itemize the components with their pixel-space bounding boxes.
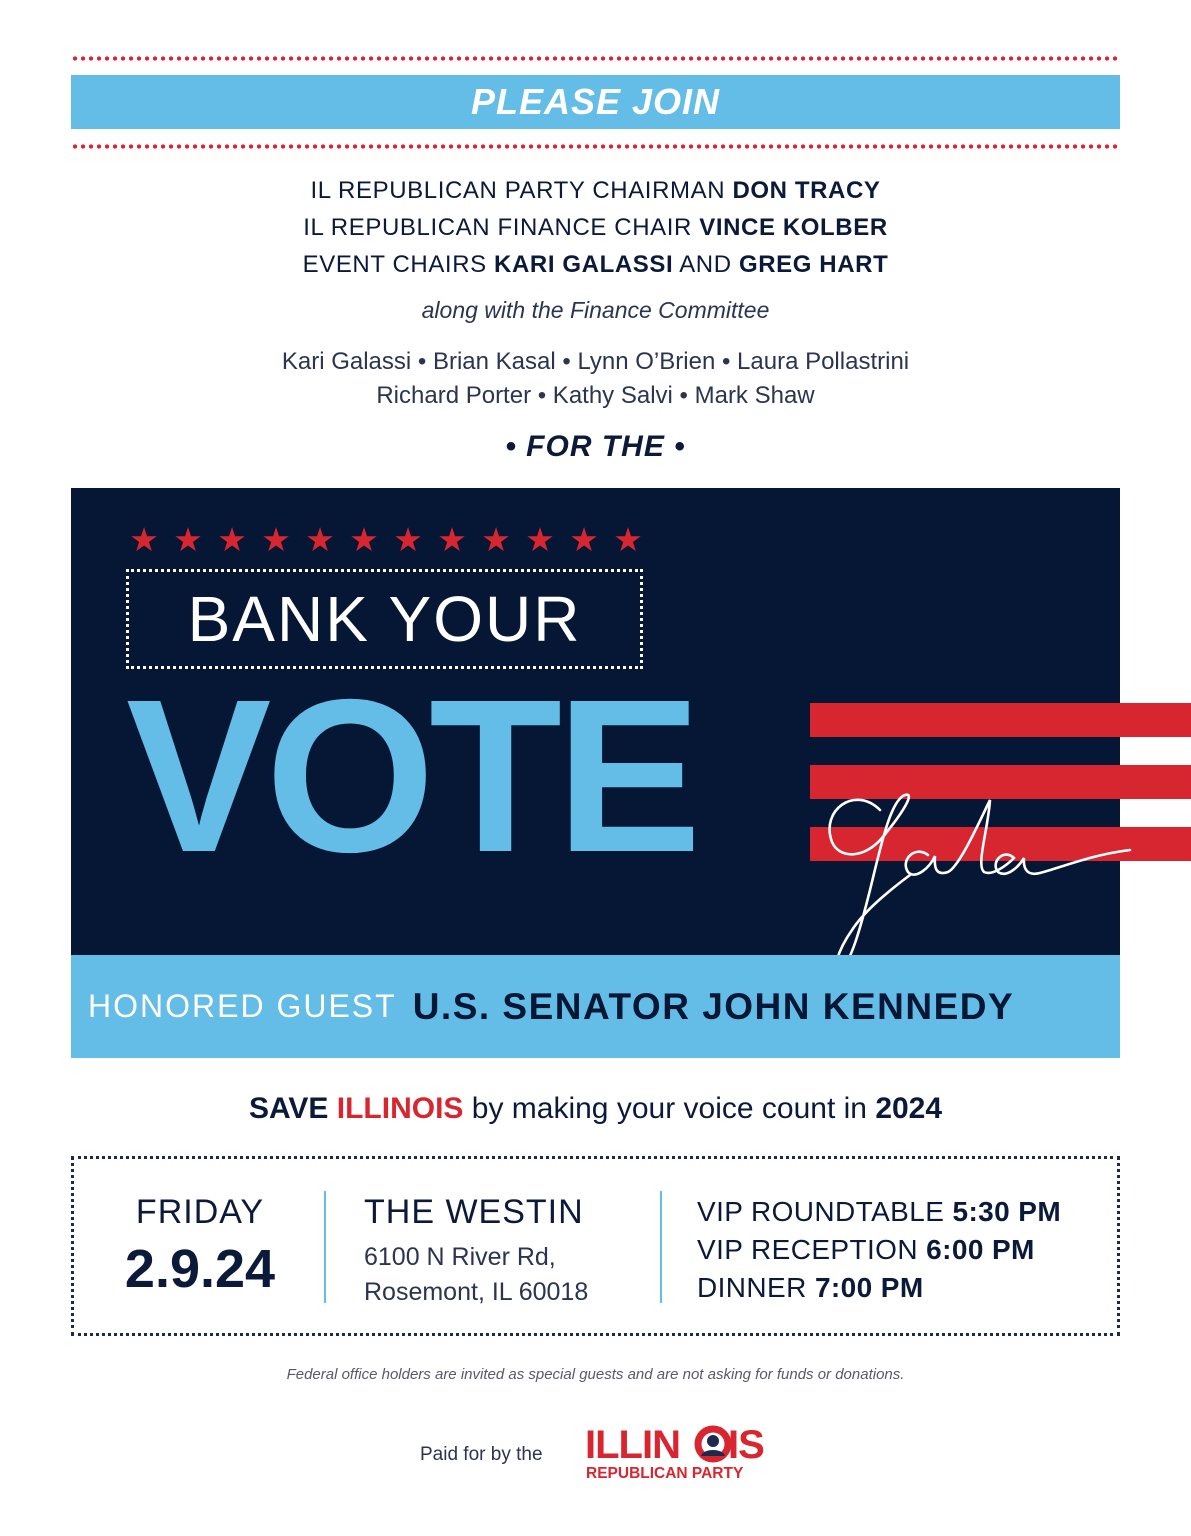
paid-for-text: Paid for by the xyxy=(420,1444,543,1465)
schedule-row xyxy=(697,1231,1061,1269)
tagline-save: SAVE xyxy=(248,1092,329,1125)
star-icon: ★ xyxy=(261,521,291,558)
top-dotted-rule xyxy=(71,56,1120,61)
host-name: KARI GALASSI xyxy=(494,251,674,278)
star-icon: ★ xyxy=(217,521,247,558)
date-column xyxy=(74,1159,326,1333)
host-title: IL REPUBLICAN FINANCE CHAIR xyxy=(303,214,692,241)
tagline-illinois: ILLINOIS xyxy=(336,1092,464,1125)
star-icon: ★ xyxy=(481,521,511,558)
host-name: VINCE KOLBER xyxy=(699,214,888,241)
gala-script-text xyxy=(810,780,1140,980)
logo-word-start: ILLIN xyxy=(585,1423,680,1467)
star-icon: ★ xyxy=(525,521,555,558)
please-join-banner xyxy=(71,75,1120,129)
please-join-text: PLEASE JOIN xyxy=(470,81,721,122)
host-conjunction: AND xyxy=(679,251,732,278)
star-icon: ★ xyxy=(173,521,203,558)
column-divider xyxy=(324,1191,326,1303)
disclaimer-text: Federal office holders are invited as special guests and are not asking for funds or donations. xyxy=(286,1366,905,1383)
star-icon: ★ xyxy=(393,521,423,558)
star-icon: ★ xyxy=(613,521,643,558)
host-name: GREG HART xyxy=(738,251,889,278)
host-title: EVENT CHAIRS xyxy=(302,251,487,278)
star-icon: ★ xyxy=(437,521,467,558)
bottom-dotted-rule xyxy=(71,144,1120,149)
tagline-middle: by making your voice count in xyxy=(471,1092,867,1125)
event-date: 2.9.24 xyxy=(124,1239,276,1299)
committee-line: Kari Galassi • Brian Kasal • Lynn O’Brien • Laura Pollastrini xyxy=(281,348,910,375)
along-with-text: along with the Finance Committee xyxy=(421,297,770,323)
hosts-block xyxy=(0,172,1191,283)
star-icon: ★ xyxy=(349,521,379,558)
schedule-label: VIP RECEPTION xyxy=(697,1234,918,1265)
star-icon: ★ xyxy=(569,521,599,558)
schedule-column xyxy=(697,1159,1061,1333)
bank-your-box xyxy=(126,569,643,669)
logo-word-end: IS xyxy=(728,1423,764,1467)
schedule-time: 6:00 PM xyxy=(926,1234,1035,1265)
host-title: IL REPUBLICAN PARTY CHAIRMAN xyxy=(310,177,726,204)
schedule-time: 5:30 PM xyxy=(952,1196,1062,1227)
address-line: 6100 N River Rd, xyxy=(364,1243,556,1271)
schedule-label: DINNER xyxy=(697,1272,807,1303)
host-name: DON TRACY xyxy=(732,177,881,204)
host-line xyxy=(0,209,1191,246)
bank-your-text: BANK YOUR xyxy=(187,583,582,655)
honored-guest-banner xyxy=(71,955,1120,1058)
schedule-row xyxy=(697,1269,1061,1307)
honored-guest-name: U.S. SENATOR JOHN KENNEDY xyxy=(412,985,1015,1027)
star-row xyxy=(126,522,646,558)
for-the-text: • FOR THE • xyxy=(505,430,686,463)
logo-subtitle: REPUBLICAN PARTY xyxy=(586,1465,744,1482)
schedule-time: 7:00 PM xyxy=(814,1272,924,1303)
column-divider xyxy=(660,1191,662,1303)
vote-text: VOTE xyxy=(126,655,696,898)
star-icon: ★ xyxy=(305,521,335,558)
venue-column xyxy=(364,1159,588,1333)
committee-line: Richard Porter • Kathy Salvi • Mark Shaw xyxy=(376,382,815,409)
host-line xyxy=(0,246,1191,283)
schedule-label: VIP ROUNDTABLE xyxy=(697,1196,945,1227)
schedule-row xyxy=(697,1193,1061,1231)
venue-address xyxy=(364,1240,588,1310)
tagline xyxy=(0,1092,1191,1126)
host-line xyxy=(0,172,1191,209)
address-line: Rosemont, IL 60018 xyxy=(364,1278,589,1306)
committee-list xyxy=(0,345,1191,413)
event-day: FRIDAY xyxy=(135,1193,265,1231)
illinois-gop-logo xyxy=(585,1420,785,1489)
red-stripe xyxy=(810,703,1191,737)
honored-guest-label: HONORED GUEST xyxy=(88,988,397,1024)
tagline-year: 2024 xyxy=(875,1092,943,1125)
event-details-box xyxy=(71,1156,1120,1336)
star-icon: ★ xyxy=(129,521,159,558)
venue-name: THE WESTIN xyxy=(364,1193,584,1231)
